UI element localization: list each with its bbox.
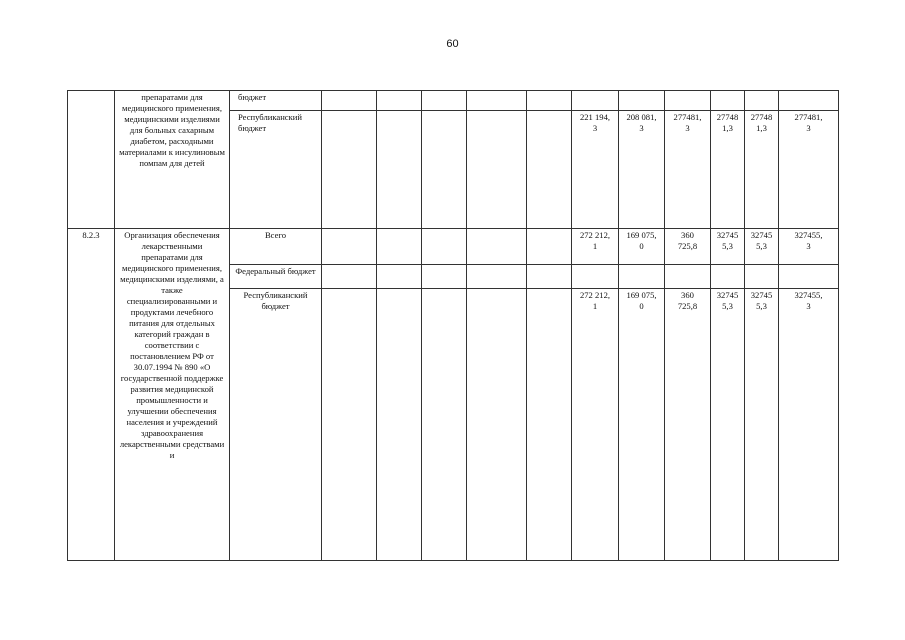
source-label: бюджет	[230, 91, 322, 111]
page-number: 60	[446, 38, 459, 50]
table-row	[68, 229, 839, 265]
value-cell: 169 075, 0	[619, 289, 665, 561]
value-cell: 32745 5,3	[711, 289, 745, 561]
value-cell: 221 194, 3	[572, 111, 619, 229]
value-cell: 277481, 3	[665, 111, 711, 229]
budget-table	[67, 90, 839, 561]
value-cell: 27748 1,3	[711, 111, 745, 229]
value-cell: 360 725,8	[665, 289, 711, 561]
source-label: Республиканский бюджет	[230, 111, 322, 229]
value-cell: 272 212, 1	[572, 289, 619, 561]
value-cell: 32745 5,3	[711, 229, 745, 265]
row-name-cell: препаратами для медицинского применения, медицинскими изделиями для больных сахарным диабетом, расходными материалами к инсулиновым помпам для детей	[115, 91, 230, 229]
value-cell: 27748 1,3	[745, 111, 779, 229]
source-label: Федеральный бюджет	[230, 265, 322, 289]
value-cell: 360 725,8	[665, 229, 711, 265]
source-label: Республиканский бюджет	[230, 289, 322, 561]
value-cell: 327455, 3	[779, 229, 839, 265]
row-code-cell	[68, 91, 115, 229]
value-cell: 277481, 3	[779, 111, 839, 229]
source-label: Всего	[230, 229, 322, 265]
value-cell: 169 075, 0	[619, 229, 665, 265]
table-row	[68, 91, 839, 111]
value-cell: 32745 5,3	[745, 289, 779, 561]
value-cell: 272 212, 1	[572, 229, 619, 265]
row-name-cell: Организация обеспечения лекарственными препаратами для медицинского применения, медицинскими изделиями, а также специализированными и продуктами лечебного питания для отдельных категорий граждан в соответствии с постановлением РФ от 30.07.1994 № 890 «О государственной поддержке развития медицинской промышленности и улучшении обеспечения населения и учреждений здравоохранения лекарственными средствами и	[115, 229, 230, 561]
value-cell: 208 081, 3	[619, 111, 665, 229]
row-code-cell: 8.2.3	[68, 229, 115, 561]
value-cell: 327455, 3	[779, 289, 839, 561]
value-cell: 32745 5,3	[745, 229, 779, 265]
